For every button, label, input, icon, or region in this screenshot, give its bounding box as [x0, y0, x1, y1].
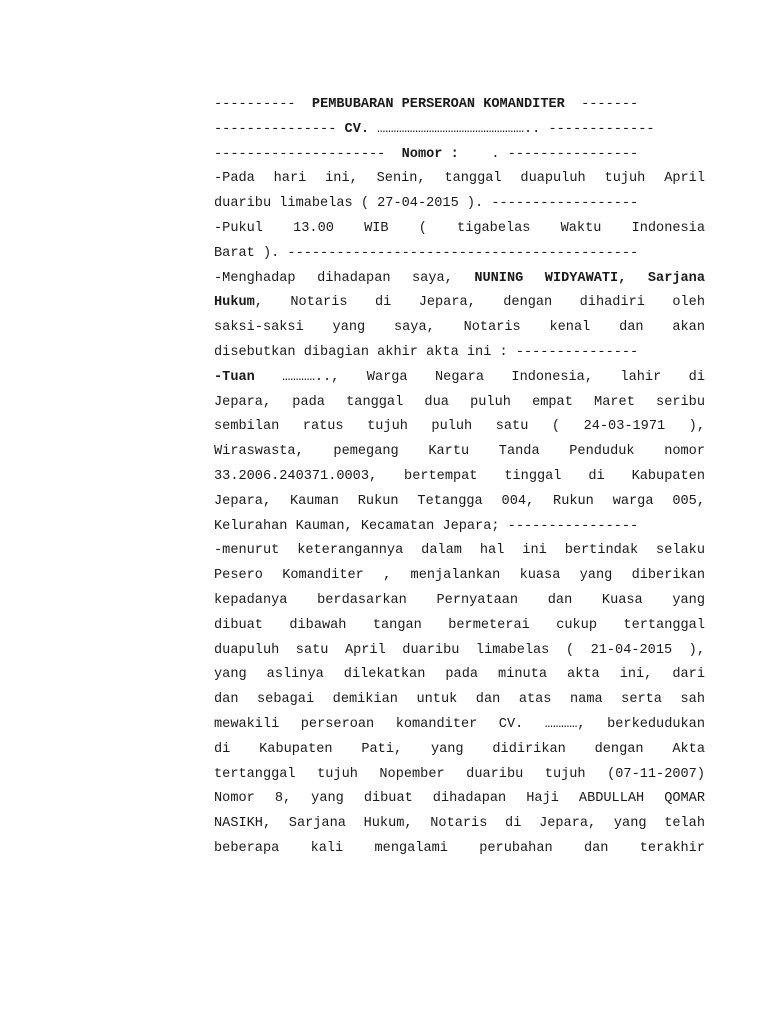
text-segment: Nomor 8, yang dibuat dihadapan Haji ABDULLAH QOMAR — [214, 791, 705, 807]
bold-text: PEMBUBARAN PERSEROAN KOMANDITER — [311, 97, 565, 112]
text-segment: ……………………………………………….. ------------- — [369, 121, 655, 137]
text-line — [214, 365, 705, 390]
bold-text: -Tuan — [214, 369, 255, 385]
text-line — [214, 514, 705, 539]
text-line — [214, 191, 705, 216]
text-line — [214, 92, 705, 117]
text-segment: disebutkan dibagian akhir akta ini : --------------- — [214, 345, 639, 360]
text-line — [214, 439, 705, 464]
text-segment: Wiraswasta, pemegang Kartu Tanda Penduduk nomor — [214, 444, 705, 460]
text-segment: -Pada hari ini, Senin, tanggal duapuluh tujuh April — [214, 171, 705, 187]
text-segment: duaribu limabelas ( 27-04-2015 ). ------------------ — [214, 196, 639, 212]
text-segment: ---------- — [214, 97, 312, 112]
text-segment: --------------------- — [214, 146, 402, 162]
text-segment: -Pukul 13.00 WIB ( tigabelas Waktu Indonesia — [214, 221, 705, 236]
text-line — [214, 762, 705, 787]
text-line — [214, 563, 705, 588]
text-segment: NASIKH, Sarjana Hukum, Notaris di Jepara, yang telah — [214, 816, 705, 832]
text-line — [214, 662, 705, 687]
text-segment: , Notaris di Jepara, dengan dihadiri oleh — [254, 295, 705, 311]
text-line — [214, 737, 705, 762]
text-line — [214, 166, 705, 191]
text-segment: tertanggal tujuh Nopember duaribu tujuh (07-11-2007) — [214, 766, 705, 782]
text-segment: Barat ). ------------------------------------------- — [214, 245, 639, 261]
text-segment: -Menghadap dihadapan saya, — [214, 270, 475, 286]
text-line — [214, 340, 705, 365]
text-line — [214, 216, 705, 241]
text-segment: kepadanya berdasarkan Pernyataan dan Kuasa yang — [214, 593, 705, 608]
text-line — [214, 290, 705, 315]
text-line — [214, 687, 705, 712]
text-segment: Kelurahan Kauman, Kecamatan Jepara; ---------------- — [214, 518, 639, 534]
text-line — [214, 811, 705, 836]
text-line — [214, 538, 705, 563]
text-segment: Jepara, pada tanggal dua puluh empat Maret seribu — [214, 394, 705, 410]
text-segment: yang aslinya dilekatkan pada minuta akta ini, dari — [214, 667, 705, 683]
bold-text: CV. — [344, 121, 370, 137]
text-line — [214, 390, 705, 415]
text-line — [214, 836, 705, 861]
text-line — [214, 414, 705, 439]
text-segment: saksi-saksi yang saya, Notaris kenal dan akan — [214, 320, 705, 336]
text-segment: mewakili perseroan komanditer CV. …………, berkedudukan — [214, 717, 705, 732]
text-segment: ------- — [564, 97, 639, 112]
text-segment: -menurut keterangannya dalam hal ini bertindak selaku — [214, 543, 705, 559]
text-line — [214, 712, 705, 737]
text-line — [214, 117, 705, 142]
text-line — [214, 489, 705, 514]
text-segment: dibuat dibawah tangan bermeterai cukup tertanggal — [214, 617, 705, 633]
text-segment: . ---------------- — [458, 146, 639, 162]
text-segment: Jepara, Kauman Rukun Tetangga 004, Rukun warga 005, — [214, 493, 705, 509]
text-line — [214, 142, 705, 167]
bold-text: Nomor : — [401, 146, 459, 162]
text-segment: beberapa kali mengalami perubahan dan terakhir — [214, 841, 705, 856]
text-line — [214, 315, 705, 340]
text-line — [214, 786, 705, 811]
text-segment: di Kabupaten Pati, yang didirikan dengan Akta — [214, 741, 705, 757]
text-segment: 33.2006.240371.0003, bertempat tinggal di Kabupaten — [214, 469, 705, 484]
text-segment: ………….., Warga Negara Indonesia, lahir di — [254, 369, 705, 385]
text-line — [214, 464, 705, 489]
text-segment: --------------- — [214, 121, 345, 137]
text-line — [214, 588, 705, 613]
text-segment: sembilan ratus tujuh puluh satu ( 24-03-1971 ), — [214, 419, 705, 435]
text-line — [214, 613, 705, 638]
text-segment: dan sebagai demikian untuk dan atas nama serta sah — [214, 692, 705, 708]
bold-text: NUNING WIDYAWATI, Sarjana — [474, 270, 705, 286]
bold-text: Hukum — [214, 295, 255, 311]
text-line — [214, 241, 705, 266]
text-line — [214, 638, 705, 663]
text-line — [214, 266, 705, 291]
text-segment: duapuluh satu April duaribu limabelas ( 21-04-2015 ), — [214, 642, 705, 658]
text-segment: Pesero Komanditer , menjalankan kuasa yang diberikan — [214, 568, 705, 584]
